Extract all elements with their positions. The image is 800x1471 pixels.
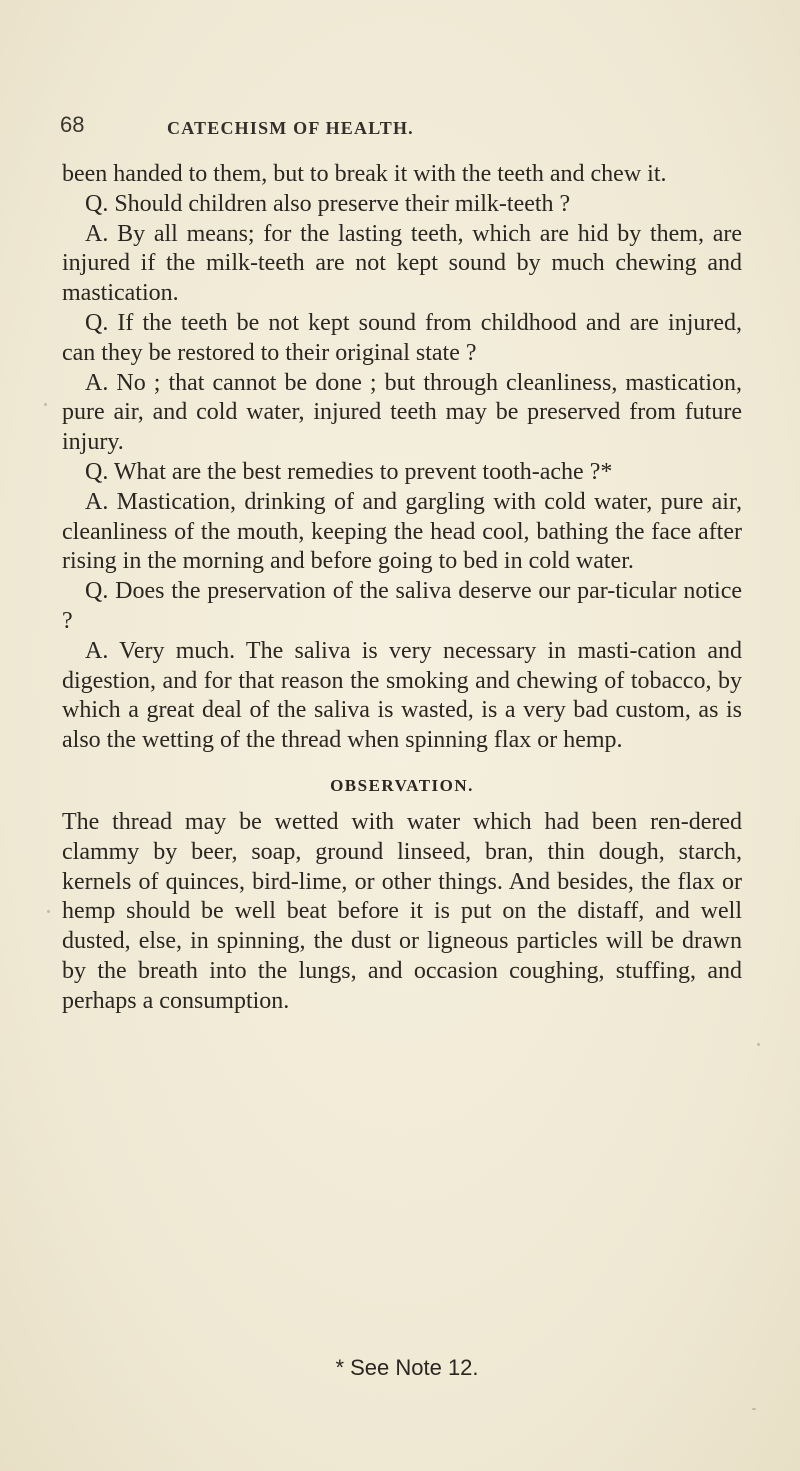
question-paragraph: Q. Should children also preserve their milk-teeth ? (85, 190, 571, 217)
footnote: * See Note 12. (335, 1355, 479, 1380)
paper-speck (757, 1043, 760, 1046)
observation-paragraph: The thread may be wetted with water which had been ren-dered clammy by beer, soap, ground linseed, bran, thin dough, starch, kernels of quinces, bird-lime, or other things. And besides, the flax or hemp should be well beat before it is put on the distaff, and well dusted, else, in spinning, the dust or ligneous particles will be drawn by the breath into the lungs, and occasion coughing, stuffing, and perhaps a consumption. (62, 808, 742, 1014)
answer-paragraph: A. By all means; for the lasting teeth, which are hid by them, are injured if the milk-teeth are not kept sound by much chewing and mastication. (62, 220, 742, 307)
question-paragraph: Q. If the teeth be not kept sound from childhood and are injured, can they be restored to their original state ? (62, 309, 742, 366)
answer-paragraph: A. Very much. The saliva is very necessary in masti-cation and digestion, and for that reason the smoking and chewing of tobacco, by which a great deal of the saliva is wasted, is a very bad custom, as is also the wetting of the thread when spinning flax or hemp. (62, 637, 742, 754)
body-text (62, 160, 742, 1017)
question-paragraph: Q. Does the preservation of the saliva deserve our par-ticular notice ? (62, 578, 742, 634)
paragraph: been handed to them, but to break it with the teeth and chew it. (62, 161, 667, 187)
running-head: CATECHISM OF HEALTH. (167, 118, 414, 138)
paper-speck (44, 403, 47, 406)
page-number: 68 (60, 112, 85, 137)
observation-heading: OBSERVATION. (330, 775, 474, 795)
answer-paragraph: A. Mastication, drinking of and gargling with cold water, pure air, cleanliness of the mouth, keeping the head cool, bathing the face after rising in the morning and before going to bed in cold water. (62, 488, 742, 575)
question-paragraph: Q. What are the best remedies to prevent tooth-ache ?* (85, 458, 613, 485)
answer-paragraph: A. No ; that cannot be done ; but through cleanliness, mastication, pure air, and cold water, injured teeth may be preserved from future injury. (62, 369, 742, 456)
page-header (60, 112, 740, 142)
paper-speck (752, 1408, 756, 1410)
paper-speck (47, 910, 50, 913)
